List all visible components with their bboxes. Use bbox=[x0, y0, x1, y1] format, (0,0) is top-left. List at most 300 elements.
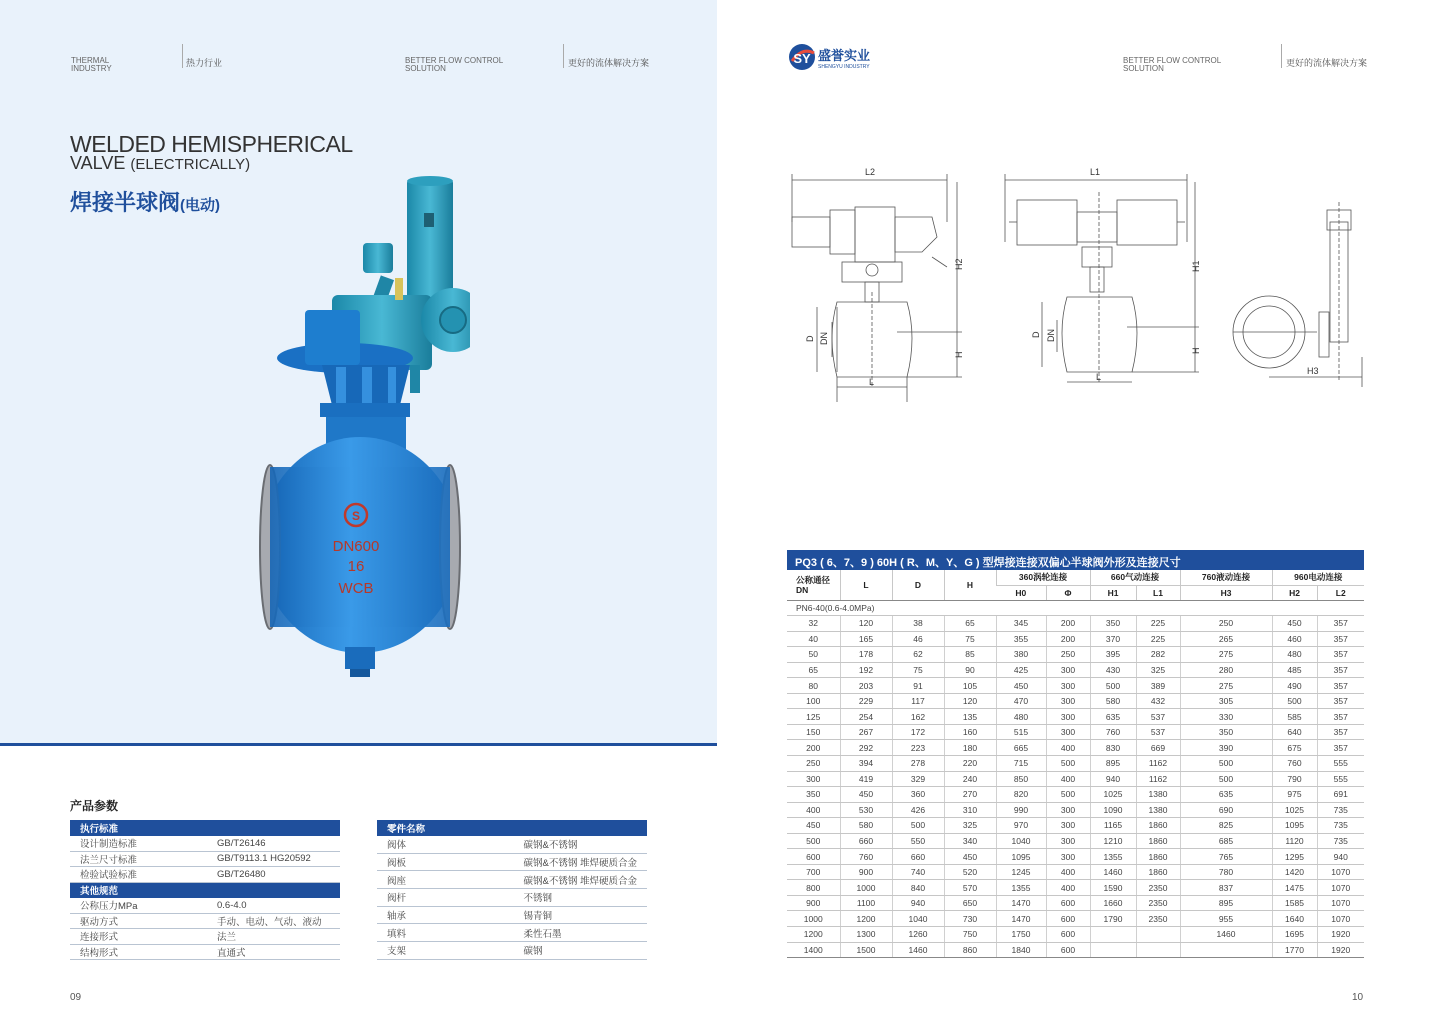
table-cell: 500 bbox=[1180, 755, 1272, 771]
table-cell: 1100 bbox=[840, 895, 892, 911]
param-value: GB/T26146 bbox=[207, 836, 340, 852]
table-cell: 1590 bbox=[1090, 880, 1136, 896]
table-cell: 690 bbox=[1180, 802, 1272, 818]
industry-en-line2: INDUSTRY bbox=[71, 64, 112, 73]
param-value: 0.6-4.0 bbox=[207, 898, 340, 914]
table-cell: 500 bbox=[1046, 787, 1090, 803]
table-cell: 940 bbox=[892, 895, 944, 911]
table-cell: 300 bbox=[1046, 833, 1090, 849]
table-cell: 580 bbox=[840, 818, 892, 834]
table-cell: 1790 bbox=[1090, 911, 1136, 927]
table-cell: 635 bbox=[1180, 787, 1272, 803]
table-row bbox=[787, 942, 1364, 958]
table-cell: 740 bbox=[892, 864, 944, 880]
table-row bbox=[377, 836, 647, 854]
page-number-right: 10 bbox=[1352, 992, 1364, 1003]
table-cell: 660 bbox=[892, 849, 944, 865]
table-cell: 520 bbox=[944, 864, 996, 880]
table-row bbox=[70, 867, 340, 883]
label-d: D bbox=[805, 335, 815, 342]
table-cell: 125 bbox=[787, 709, 840, 725]
label-l1: L1 bbox=[1090, 167, 1101, 177]
table-cell: 400 bbox=[1046, 740, 1090, 756]
table-cell: 500 bbox=[1180, 771, 1272, 787]
table-cell: 178 bbox=[840, 647, 892, 663]
table-cell: 1770 bbox=[1272, 942, 1317, 958]
table-row bbox=[377, 942, 647, 960]
table-cell: 75 bbox=[944, 631, 996, 647]
table-cell: 500 bbox=[892, 818, 944, 834]
group-660: 660气动连接 bbox=[1090, 570, 1180, 585]
table-cell: 223 bbox=[892, 740, 944, 756]
table-cell: 450 bbox=[787, 818, 840, 834]
table-cell: 760 bbox=[1090, 724, 1136, 740]
std-section-header: 执行标准 bbox=[70, 820, 340, 836]
table-cell: 300 bbox=[1046, 693, 1090, 709]
slogan-cn-right: 更好的流体解决方案 bbox=[1286, 58, 1368, 68]
table-cell: 660 bbox=[840, 833, 892, 849]
table-cell: 430 bbox=[1090, 662, 1136, 678]
table-cell: 267 bbox=[840, 724, 892, 740]
slogan-en-line2: SOLUTION bbox=[1123, 64, 1164, 73]
table-cell: 735 bbox=[1317, 833, 1364, 849]
dimensions-table-title: PQ3 ( 6、7、9 ) 60H ( R、M、Y、G ) 型焊接连接双偏心半球阀外形及连接尺寸 bbox=[787, 550, 1364, 570]
table-cell: 450 bbox=[840, 787, 892, 803]
table-cell: 117 bbox=[892, 693, 944, 709]
table-cell: 46 bbox=[892, 631, 944, 647]
table-cell: 450 bbox=[1272, 616, 1317, 632]
table-cell: 300 bbox=[1046, 662, 1090, 678]
col-h: H bbox=[944, 570, 996, 600]
table-cell: 120 bbox=[840, 616, 892, 632]
part-material: 碳钢 bbox=[514, 942, 647, 960]
table-cell: 350 bbox=[787, 787, 840, 803]
standards-table bbox=[70, 820, 340, 960]
table-cell: 330 bbox=[1180, 709, 1272, 725]
table-cell bbox=[1136, 926, 1180, 942]
table-cell: 1920 bbox=[1317, 942, 1364, 958]
col-l1: L1 bbox=[1136, 585, 1180, 600]
param-label: 检验试验标准 bbox=[70, 867, 207, 883]
col-h2: H2 bbox=[1272, 585, 1317, 600]
table-cell: 685 bbox=[1180, 833, 1272, 849]
slogan-cn-left: 更好的流体解决方案 bbox=[568, 58, 650, 68]
table-cell: 357 bbox=[1317, 740, 1364, 756]
param-label: 设计制造标准 bbox=[70, 836, 207, 852]
valve-marking-dn: DN600 bbox=[332, 538, 380, 555]
page-number-left: 09 bbox=[70, 992, 82, 1003]
table-cell: 1200 bbox=[787, 926, 840, 942]
params-title: 产品参数 bbox=[70, 799, 119, 813]
table-cell: 1162 bbox=[1136, 771, 1180, 787]
table-cell: 300 bbox=[1046, 678, 1090, 694]
table-cell: 1000 bbox=[840, 880, 892, 896]
table-cell: 426 bbox=[892, 802, 944, 818]
table-cell: 1040 bbox=[996, 833, 1046, 849]
table-cell: 203 bbox=[840, 678, 892, 694]
part-material: 不锈钢 bbox=[514, 889, 647, 907]
table-row bbox=[70, 913, 340, 929]
table-row bbox=[787, 647, 1364, 663]
table-cell: 500 bbox=[1090, 678, 1136, 694]
param-label: 法兰尺寸标准 bbox=[70, 851, 207, 867]
product-title-cn-suffix: (电动) bbox=[180, 197, 221, 214]
table-cell: 1070 bbox=[1317, 911, 1364, 927]
table-row bbox=[787, 880, 1364, 896]
table-cell: 225 bbox=[1136, 616, 1180, 632]
table-cell: 75 bbox=[892, 662, 944, 678]
table-row bbox=[787, 787, 1364, 803]
table-cell: 394 bbox=[840, 755, 892, 771]
table-cell: 419 bbox=[840, 771, 892, 787]
table-cell: 691 bbox=[1317, 787, 1364, 803]
table-cell: 650 bbox=[944, 895, 996, 911]
table-cell: 150 bbox=[787, 724, 840, 740]
label-l: L bbox=[1096, 372, 1102, 382]
table-cell: 1460 bbox=[1090, 864, 1136, 880]
table-cell: 600 bbox=[1046, 942, 1090, 958]
table-cell: 275 bbox=[1180, 678, 1272, 694]
table-cell: 765 bbox=[1180, 849, 1272, 865]
table-row bbox=[787, 693, 1364, 709]
slogan-en-line1: BETTER FLOW CONTROL bbox=[405, 56, 504, 65]
pressure-range-label: PN6-40(0.6-4.0MPa) bbox=[787, 600, 1364, 616]
table-cell: 970 bbox=[996, 818, 1046, 834]
table-cell: 38 bbox=[892, 616, 944, 632]
part-name: 阀座 bbox=[377, 871, 514, 889]
table-cell: 1095 bbox=[1272, 818, 1317, 834]
table-cell: 360 bbox=[892, 787, 944, 803]
table-cell: 820 bbox=[996, 787, 1046, 803]
table-row bbox=[787, 678, 1364, 694]
label-h2: H2 bbox=[954, 258, 964, 270]
table-cell: 120 bbox=[944, 693, 996, 709]
table-cell: 229 bbox=[840, 693, 892, 709]
table-cell: 135 bbox=[944, 709, 996, 725]
table-cell: 300 bbox=[1046, 709, 1090, 725]
table-cell: 305 bbox=[1180, 693, 1272, 709]
table-cell: 840 bbox=[892, 880, 944, 896]
table-cell: 1460 bbox=[1180, 926, 1272, 942]
table-cell: 357 bbox=[1317, 709, 1364, 725]
table-row bbox=[377, 853, 647, 871]
table-cell: 485 bbox=[1272, 662, 1317, 678]
table-cell: 270 bbox=[944, 787, 996, 803]
table-cell: 65 bbox=[944, 616, 996, 632]
dimensions-table bbox=[787, 570, 1364, 958]
table-cell: 325 bbox=[1136, 662, 1180, 678]
label-h3: H3 bbox=[1307, 366, 1319, 376]
table-row bbox=[70, 944, 340, 960]
table-row bbox=[787, 709, 1364, 725]
table-cell: 1470 bbox=[996, 911, 1046, 927]
table-cell: 640 bbox=[1272, 724, 1317, 740]
product-title-cn bbox=[70, 186, 220, 217]
param-value: GB/T26480 bbox=[207, 867, 340, 883]
table-cell: 400 bbox=[787, 802, 840, 818]
table-cell: 250 bbox=[1180, 616, 1272, 632]
table-cell: 860 bbox=[944, 942, 996, 958]
table-cell: 480 bbox=[1272, 647, 1317, 663]
table-cell: 1420 bbox=[1272, 864, 1317, 880]
col-dn-en: DN bbox=[796, 584, 809, 595]
table-cell: 790 bbox=[1272, 771, 1317, 787]
parts-section-header: 零件名称 bbox=[377, 820, 647, 836]
table-cell: 240 bbox=[944, 771, 996, 787]
col-dn bbox=[787, 570, 840, 600]
svg-text:S: S bbox=[351, 509, 361, 523]
col-phi: Φ bbox=[1046, 585, 1090, 600]
table-cell: 325 bbox=[944, 818, 996, 834]
part-name: 阀体 bbox=[377, 836, 514, 854]
table-cell: 450 bbox=[996, 678, 1046, 694]
col-h0: H0 bbox=[996, 585, 1046, 600]
table-cell: 460 bbox=[1272, 631, 1317, 647]
table-cell: 1260 bbox=[892, 926, 944, 942]
table-cell: 780 bbox=[1180, 864, 1272, 880]
valve-marking-material: WCB bbox=[338, 580, 374, 597]
technical-drawings bbox=[787, 162, 1367, 412]
table-cell: 340 bbox=[944, 833, 996, 849]
table-cell: 80 bbox=[787, 678, 840, 694]
param-label: 结构形式 bbox=[70, 944, 207, 960]
table-row bbox=[787, 818, 1364, 834]
table-cell: 600 bbox=[1046, 911, 1090, 927]
table-row bbox=[787, 662, 1364, 678]
table-cell: 250 bbox=[1046, 647, 1090, 663]
table-cell: 292 bbox=[840, 740, 892, 756]
table-cell: 600 bbox=[1046, 895, 1090, 911]
other-section-header: 其他规范 bbox=[70, 882, 340, 898]
table-cell bbox=[1180, 942, 1272, 958]
table-cell: 537 bbox=[1136, 709, 1180, 725]
table-cell: 200 bbox=[1046, 616, 1090, 632]
table-cell: 470 bbox=[996, 693, 1046, 709]
table-row bbox=[787, 740, 1364, 756]
table-cell: 940 bbox=[1317, 849, 1364, 865]
table-cell: 1400 bbox=[787, 942, 840, 958]
valve-product-photo bbox=[250, 175, 470, 685]
table-cell: 900 bbox=[840, 864, 892, 880]
table-cell: 1920 bbox=[1317, 926, 1364, 942]
table-cell: 90 bbox=[944, 662, 996, 678]
table-cell: 1500 bbox=[840, 942, 892, 958]
table-cell: 895 bbox=[1090, 755, 1136, 771]
table-cell: 760 bbox=[1272, 755, 1317, 771]
table-cell: 200 bbox=[1046, 631, 1090, 647]
table-cell: 585 bbox=[1272, 709, 1317, 725]
table-cell: 800 bbox=[787, 880, 840, 896]
table-cell: 1750 bbox=[996, 926, 1046, 942]
table-cell: 550 bbox=[892, 833, 944, 849]
table-row bbox=[787, 849, 1364, 865]
table-cell: 537 bbox=[1136, 724, 1180, 740]
table-cell: 50 bbox=[787, 647, 840, 663]
header-divider bbox=[563, 44, 564, 68]
table-cell: 1380 bbox=[1136, 787, 1180, 803]
table-cell: 500 bbox=[1272, 693, 1317, 709]
table-cell: 390 bbox=[1180, 740, 1272, 756]
parts-table bbox=[377, 820, 647, 960]
table-cell: 200 bbox=[787, 740, 840, 756]
table-cell: 1585 bbox=[1272, 895, 1317, 911]
table-cell: 480 bbox=[996, 709, 1046, 725]
group-960: 960电动连接 bbox=[1272, 570, 1364, 585]
label-h: H bbox=[1191, 347, 1201, 354]
table-cell: 40 bbox=[787, 631, 840, 647]
table-row bbox=[70, 836, 340, 852]
table-cell: 669 bbox=[1136, 740, 1180, 756]
table-row bbox=[787, 864, 1364, 880]
table-cell: 357 bbox=[1317, 724, 1364, 740]
table-row bbox=[787, 802, 1364, 818]
param-value: GB/T9113.1 HG20592 bbox=[207, 851, 340, 867]
table-row bbox=[787, 895, 1364, 911]
table-cell: 357 bbox=[1317, 662, 1364, 678]
col-d: D bbox=[892, 570, 944, 600]
col-h1: H1 bbox=[1090, 585, 1136, 600]
table-cell: 850 bbox=[996, 771, 1046, 787]
industry-en-line1: THERMAL bbox=[71, 56, 110, 65]
table-cell: 254 bbox=[840, 709, 892, 725]
table-row bbox=[787, 833, 1364, 849]
slogan-en-left bbox=[405, 57, 503, 73]
table-cell: 1200 bbox=[840, 911, 892, 927]
table-cell: 1165 bbox=[1090, 818, 1136, 834]
table-cell: 1000 bbox=[787, 911, 840, 927]
table-row bbox=[377, 871, 647, 889]
col-l: L bbox=[840, 570, 892, 600]
table-cell: 432 bbox=[1136, 693, 1180, 709]
table-cell: 1640 bbox=[1272, 911, 1317, 927]
table-cell: 1120 bbox=[1272, 833, 1317, 849]
table-cell: 500 bbox=[1046, 755, 1090, 771]
table-cell: 350 bbox=[1180, 724, 1272, 740]
table-cell: 220 bbox=[944, 755, 996, 771]
part-material: 碳钢&不锈钢 堆焊硬质合金 bbox=[514, 853, 647, 871]
logo-mark: SY bbox=[793, 51, 811, 66]
slogan-en-line1: BETTER FLOW CONTROL bbox=[1123, 56, 1222, 65]
table-cell: 1210 bbox=[1090, 833, 1136, 849]
table-cell: 91 bbox=[892, 678, 944, 694]
table-row bbox=[787, 631, 1364, 647]
table-cell: 750 bbox=[944, 926, 996, 942]
table-cell: 329 bbox=[892, 771, 944, 787]
table-cell: 830 bbox=[1090, 740, 1136, 756]
industry-en bbox=[71, 57, 112, 73]
table-cell: 735 bbox=[1317, 818, 1364, 834]
col-dn-cn: 公称通径 bbox=[796, 574, 831, 585]
part-name: 填料 bbox=[377, 924, 514, 942]
table-cell: 1070 bbox=[1317, 864, 1364, 880]
table-cell: 62 bbox=[892, 647, 944, 663]
table-cell: 1040 bbox=[892, 911, 944, 927]
param-value: 直通式 bbox=[207, 944, 340, 960]
label-h: H bbox=[954, 351, 964, 358]
part-name: 阀杆 bbox=[377, 889, 514, 907]
table-cell: 2350 bbox=[1136, 911, 1180, 927]
table-cell: 395 bbox=[1090, 647, 1136, 663]
product-title-en-line1: WELDED HEMISPHERICAL bbox=[70, 131, 353, 157]
header-divider bbox=[1281, 44, 1282, 68]
table-cell: 180 bbox=[944, 740, 996, 756]
table-cell: 1470 bbox=[996, 895, 1046, 911]
table-cell: 515 bbox=[996, 724, 1046, 740]
table-cell: 350 bbox=[1090, 616, 1136, 632]
table-cell: 357 bbox=[1317, 678, 1364, 694]
table-cell: 1295 bbox=[1272, 849, 1317, 865]
param-label: 公称压力MPa bbox=[70, 898, 207, 914]
table-cell: 100 bbox=[787, 693, 840, 709]
table-cell: 1860 bbox=[1136, 833, 1180, 849]
table-cell: 280 bbox=[1180, 662, 1272, 678]
table-cell: 370 bbox=[1090, 631, 1136, 647]
table-row bbox=[70, 851, 340, 867]
table-cell: 450 bbox=[944, 849, 996, 865]
table-cell: 700 bbox=[787, 864, 840, 880]
label-l: L bbox=[869, 377, 875, 387]
part-material: 碳钢&不锈钢 堆焊硬质合金 bbox=[514, 871, 647, 889]
table-cell: 300 bbox=[1046, 802, 1090, 818]
table-cell: 1860 bbox=[1136, 818, 1180, 834]
table-cell: 300 bbox=[787, 771, 840, 787]
label-h1: H1 bbox=[1191, 260, 1201, 272]
table-cell: 555 bbox=[1317, 755, 1364, 771]
table-cell: 275 bbox=[1180, 647, 1272, 663]
logo-text-cn: 盛誉实业 bbox=[818, 49, 871, 64]
table-cell: 282 bbox=[1136, 647, 1180, 663]
table-cell: 172 bbox=[892, 724, 944, 740]
label-l2: L2 bbox=[865, 167, 876, 177]
table-cell: 2350 bbox=[1136, 880, 1180, 896]
col-h3: H3 bbox=[1180, 585, 1272, 600]
table-row bbox=[787, 911, 1364, 927]
table-cell: 300 bbox=[1046, 724, 1090, 740]
table-cell: 665 bbox=[996, 740, 1046, 756]
part-name: 轴承 bbox=[377, 906, 514, 924]
table-row bbox=[787, 724, 1364, 740]
table-cell: 570 bbox=[944, 880, 996, 896]
table-cell bbox=[1090, 942, 1136, 958]
header-divider bbox=[182, 44, 183, 68]
product-title-cn-main: 焊接半球阀 bbox=[70, 190, 181, 215]
table-cell: 1695 bbox=[1272, 926, 1317, 942]
part-material: 碳钢&不锈钢 bbox=[514, 836, 647, 854]
product-title-en-suffix: (ELECTRICALLY) bbox=[130, 156, 251, 173]
table-cell: 1860 bbox=[1136, 864, 1180, 880]
table-cell: 580 bbox=[1090, 693, 1136, 709]
table-cell: 160 bbox=[944, 724, 996, 740]
table-cell: 600 bbox=[787, 849, 840, 865]
company-logo bbox=[788, 43, 888, 73]
param-label: 连接形式 bbox=[70, 929, 207, 945]
table-row bbox=[377, 924, 647, 942]
table-cell: 265 bbox=[1180, 631, 1272, 647]
product-title-en-line2 bbox=[70, 153, 250, 174]
table-cell: 380 bbox=[996, 647, 1046, 663]
group-760: 760液动连接 bbox=[1180, 570, 1272, 585]
table-cell: 990 bbox=[996, 802, 1046, 818]
table-cell: 300 bbox=[1046, 849, 1090, 865]
part-name: 支架 bbox=[377, 942, 514, 960]
table-cell: 389 bbox=[1136, 678, 1180, 694]
table-row bbox=[787, 926, 1364, 942]
part-material: 柔性石墨 bbox=[514, 924, 647, 942]
table-cell: 900 bbox=[787, 895, 840, 911]
table-cell: 357 bbox=[1317, 647, 1364, 663]
product-title-en-valve: VALVE bbox=[70, 153, 126, 173]
label-d: D bbox=[1031, 331, 1041, 338]
